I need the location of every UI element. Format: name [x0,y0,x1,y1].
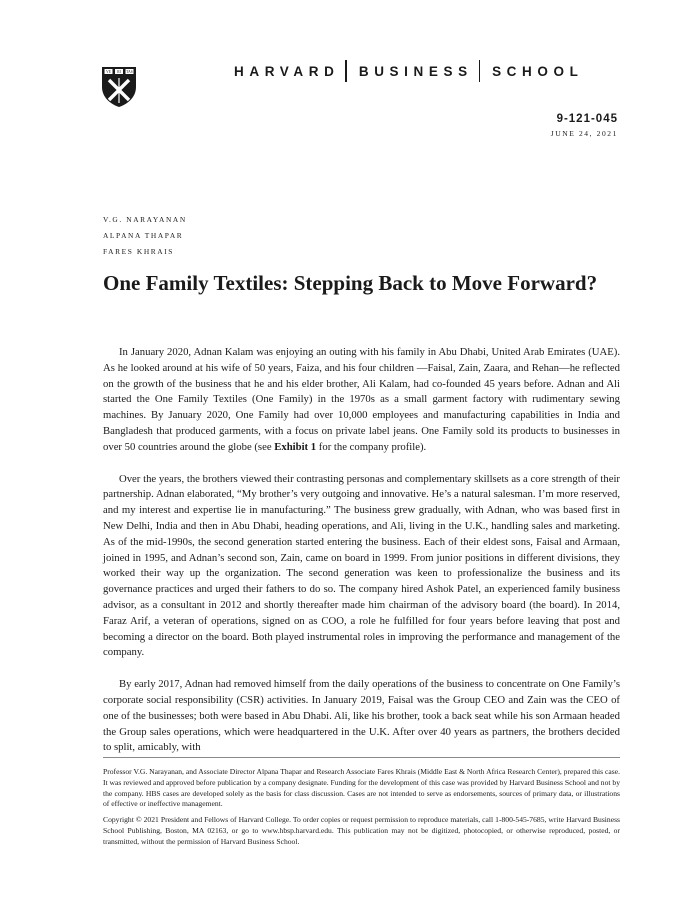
author-footnote: Professor V.G. Narayanan, and Associate Director Alpana Thapar and Research Associate Fares Khrais (Middle East & North Africa Research Center), prepared this case. It was reviewed and approved before publication by a company designate. Funding for the development of this case was provided by Harvard Business School and not by the company. HBS cases are developed solely as the basis for class discussion. Cases are not intended to serve as endorsements, sources of primary data, or illustrations of effective or ineffective management. [103,767,620,809]
header-divider [479,60,480,82]
author-list [103,212,187,260]
author-name: FARES KHRAIS [103,247,175,256]
case-date: JUNE 24, 2021 [550,129,618,138]
case-body [103,345,620,756]
case-number: 9-121-045 [556,113,618,125]
shield-letters-ri: RI [117,70,121,75]
header-divider [345,60,346,82]
body-paragraph: In January 2020, Adnan Kalam was enjoying an outing with his family in Abu Dhabi, United Arab Emirates (UAE). As he looked around at his wife of 50 years, Faiza, and his four children —Faisal, Zain, Zaara, and Rehan—he reflected on the growth of the business that he and his elder brother, Ali Kalam, had co-founded 45 years before. Adnan and Ali started the One Family Textiles (One Family) in the 1970s as a small garment factory with rudimentary sewing machines. By January 2020, One Family had over 10,000 employees and manufacturing capabilities in India and Bangladesh that produced garments, with a focus on private label jeans. One Family sold its products to businesses in over 50 countries around the globe (see Exhibit 1 for the company profile). [103,346,620,453]
school-name-header [234,60,622,82]
body-paragraph: Over the years, the brothers viewed their contrasting personas and complementary skillsets as a core strength of their partnership. Adnan elaborated, “My brother’s very outgoing and innovative. He’s a natural salesman. I’m more reserved, and my interest and expertise lie in manufacturing.” The business grew gradually, with Adnan, who was based first in New Delhi, India and then in Abu Dhabi, heading operations, and Ali, living in the U.K., handling sales and marketing. As of the mid-1990s, the second generation started entering the business. Each of their eldest sons, Faisal and Armaan, joined in 1995, and Adnan’s second son, Zain, came on board in 1999. From junior positions in different divisions, they worked their way up the organization. The second generation was keen to professionalize the business and its governance practices and urged their fathers to do so. The company hired Ashok Patel, an experienced family business advisor, as a consultant in 2012 and shortly thereafter made him chairman of the advisory board (the board). In 2014, Faraz Arif, a veteran of operations, signed on as COO, a role he fulfilled for four years before leaving that post and becoming a director on the board. Both played instrumental roles in improving the performance and management of the company. [103,472,620,659]
exhibit-reference: Exhibit 1 [274,440,317,453]
case-title: One Family Textiles: Stepping Back to Move Forward? [103,271,598,295]
school-word-business: BUSINESS [358,63,473,79]
author-name: V.G. NARAYANAN [103,215,187,224]
school-word-harvard: HARVARD [234,63,340,79]
school-word-school: SCHOOL [492,63,584,79]
body-paragraph: By early 2017, Adnan had removed himself from the daily operations of the business to concentrate on One Family’s corporate social responsibility (CSR) activities. In January 2019, Faisal was the Group CEO and Zain was the CEO of one of the businesses; both were based in Abu Dhabi. Ali, like his brother, took a back seat while his son Armaan headed the Group sales operations, which were headquartered in the U.K. After over 40 years as partners, the brothers decided to split, amicably, with [103,678,620,754]
harvard-shield-logo [101,66,137,108]
footnote-divider [103,757,620,758]
shield-letters-ve: VE [106,70,111,75]
shield-letters-tas: TAS [126,70,133,75]
author-name: ALPANA THAPAR [103,231,184,240]
copyright-footnote: Copyright © 2021 President and Fellows of Harvard College. To order copies or request permission to reproduce materials, call 1-800-545-7685, write Harvard Business School Publishing, Boston, MA 02163, or go to www.hbsp.harvard.edu. This publication may not be digitized, photocopied, or otherwise reproduced, posted, or transmitted, without the permission of Harvard Business School. [103,815,620,846]
